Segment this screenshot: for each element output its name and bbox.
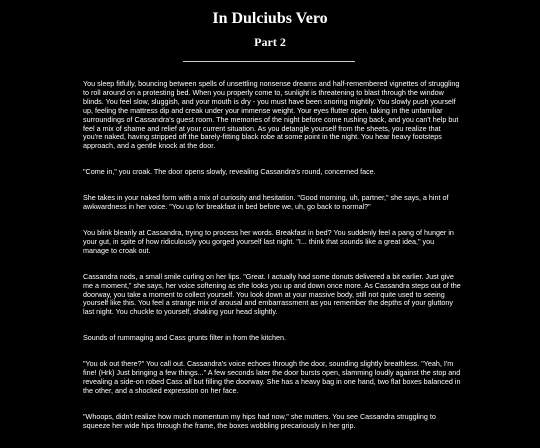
page-title: In Dulciubs Vero [212,10,328,27]
story-paragraph: You sleep fitfully, bouncing between spells of unsettling nonsense dreams and half-remembered vignettes of struggling to roll around on a protesting bed. When you properly come to, sunlight is threatening to blast through the window blinds. You feel slow, sluggish, and your mouth is dry - you must have been snoring mightily. You slowly push yourself up, feeling the mattress dip and creak under your immense weight. Your eyes flutter open, taking in the unfamiliar surroundings of Cassandra's guest room. The memories of the night before come rushing back, and you can't help but feel a mix of shame and relief at your current situation. As you detangle yourself from the sheets, you realize that you're naked, having stripped off the barely-fitting black robe at some point in the night. You hear heavy footsteps approach, and a gentle knock at the door. [83,79,460,151]
story-paragraph: "Whoops, didn't realize how much momentum my hips had now," she mutters. You see Cassandra struggling to squeeze her wide hips through the frame, the boxes wobbling precariously in her grip. [83,411,436,430]
title-divider [183,61,355,62]
story-paragraph: Sounds of rummaging and Cass grunts filter in from the kitchen. [83,333,286,343]
story-paragraph: She takes in your naked form with a mix of curiosity and hesitation. "Good morning, uh, partner," she says, a hint of awkwardness in her voice. "You up for breakfast in bed before we, uh, go back to normal?" [83,193,449,212]
story-paragraph: "Come in," you croak. The door opens slowly, revealing Cassandra's round, concerned face. [83,167,376,177]
story-paragraph: Cassandra nods, a small smile curling on her lips. "Great. I actually had some donuts delivered a bit earlier. Just give me a moment," she says, her voice softening as she looks you up and down once more. As Cassandra steps out of the doorway, you take a moment to collect yourself. You look down at your massive body, still not quite used to seeing yourself like this. You feel a strange mix of arousal and embarrassment as you remember the depths of your gluttony last night. You chuckle to yourself, shaking your head slightly. [83,271,461,317]
page-subtitle: Part 2 [254,35,286,49]
story-paragraph: You blink blearily at Cassandra, trying to process her words. Breakfast in bed? You suddenly feel a pang of hunger in your gut, in spite of how ridiculously you gorged yourself last night. "I... think that sounds like a great idea," you manage to croak out. [83,227,454,255]
story-paragraph: "You ok out there?" You call out. Cassandra's voice echoes through the door, sounding slightly breathless. "Yeah, I'm fine! (Hrk) Just bringing a few things..." A few seconds later the door bursts open, slamming loudly against the stop and revealing a side-on robed Cass all but filling the doorway. She has a heavy bag in one hand, two flat boxes balanced in the other, and a shocked expression on her face. [83,359,461,395]
story-body [83,80,461,448]
